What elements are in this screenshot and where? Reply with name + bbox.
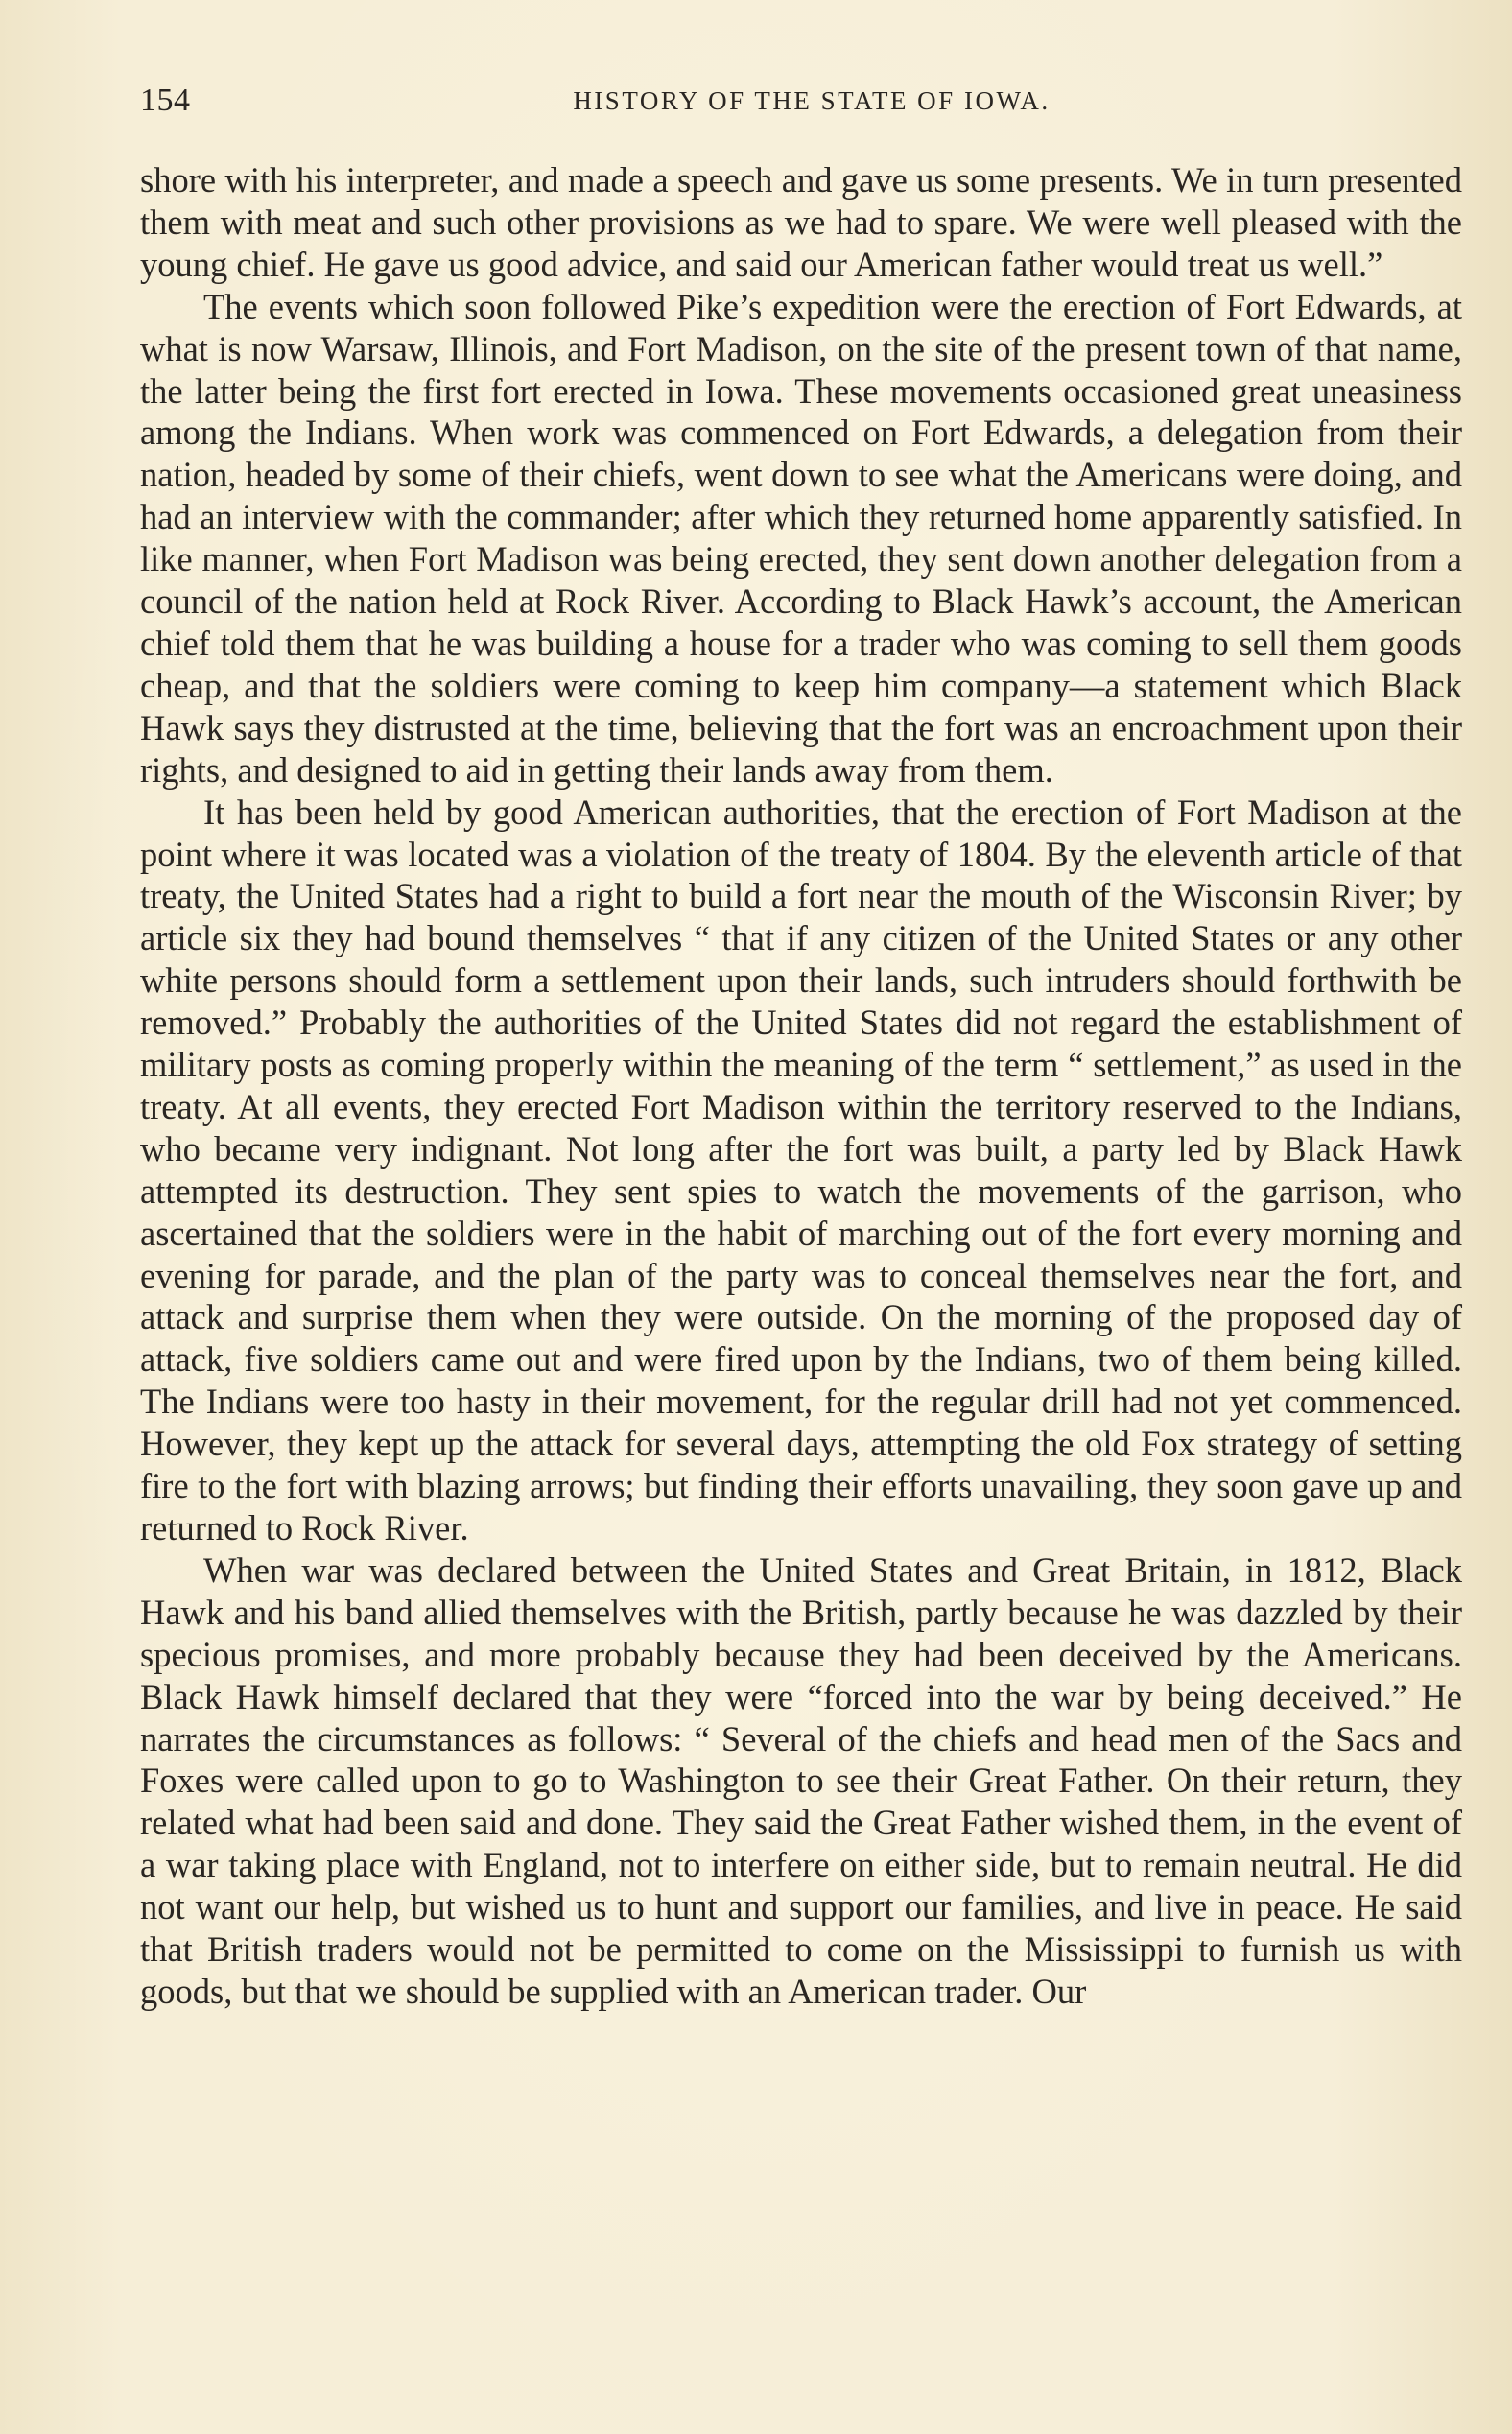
body-text [140, 159, 1462, 2013]
page-number: 154 [140, 83, 191, 118]
running-head: HISTORY OF THE STATE OF IOWA. [573, 86, 1051, 115]
paragraph-fort-madison: It has been held by good American authorities, that the erection of Fort Madison at the point where it was located was a violation of the treaty of 1804. By the eleventh article of that treaty, the United States had a right to build a fort near the mouth of the Wisconsin River; by article six they had bound themselves “ that if any citizen of the United States or any other white persons should form a settlement upon their lands, such intruders should forthwith be removed.” Probably the authorities of the United States did not regard the establishment of military posts as coming properly within the meaning of the term “ settlement,” as used in the treaty. At all events, they erected Fort Madison within the territory reserved to the Indians, who became very indignant. Not long after the fort was built, a party led by Black Hawk attempted its destruction. They sent spies to watch the movements of the garrison, who ascertained that the soldiers were in the habit of marching out of the fort every morning and evening for parade, and the plan of the party was to conceal themselves near the fort, and attack and surprise them when they were outside. On the morning of the proposed day of attack, five soldiers came out and were fired upon by the Indians, two of them being killed. The Indians were too hasty in their movement, for the regular drill had not yet commenced. However, they kept up the attack for several days, attempting the old Fox strategy of setting fire to the fort with blazing arrows; but finding their efforts unavailing, they soon gave up and returned to Rock River. [140, 792, 1462, 1548]
paragraph-fort-edwards: The events which soon followed Pike’s expedition were the erection of Fort Edwards, at what is now Warsaw, Illinois, and Fort Madison, on the site of the present town of that name, the latter being the first fort erected in Iowa. These movements occasioned great uneasiness among the Indians. When work was commenced on Fort Edwards, a delegation from their nation, headed by some of their chiefs, went down to see what the Americans were doing, and had an interview with the commander; after which they returned home apparently satisfied. In like manner, when Fort Madison was being erected, they sent down another delegation from a council of the nation held at Rock River. According to Black Hawk’s account, the American chief told them that he was building a house for a trader who was coming to sell them goods cheap, and that the soldiers were coming to keep him company—a statement which Black Hawk says they distrusted at the time, believing that the fort was an encroachment upon their rights, and designed to aid in getting their lands away from them. [140, 286, 1462, 790]
paragraph-war-of-1812: When war was declared between the United States and Great Britain, in 1812, Black Hawk and his band allied themselves with the British, partly because he was dazzled by their specious promises, and more probably because they had been deceived by the Americans. Black Hawk himself declared that they were “forced into the war by being deceived.” He narrates the circumstances as follows: “ Several of the chiefs and head men of the Sacs and Foxes were called upon to go to Washington to see their Great Father. On their return, they related what had been said and done. They said the Great Father wished them, in the event of a war taking place with England, not to interfere on either side, but to remain neutral. He did not want our help, but wished us to hunt and support our families, and live in peace. He said that British traders would not be permitted to come on the Mississippi to furnish us with goods, but that we should be supplied with an American trader. Our [140, 1549, 1462, 2011]
page-header [140, 83, 1464, 130]
paragraph-continued: shore with his interpreter, and made a speech and gave us some presents. We in turn presented them with meat and such other provisions as we had to spare. We were well pleased with the young chief. He gave us good advice, and said our American father would treat us well.” [140, 160, 1462, 284]
